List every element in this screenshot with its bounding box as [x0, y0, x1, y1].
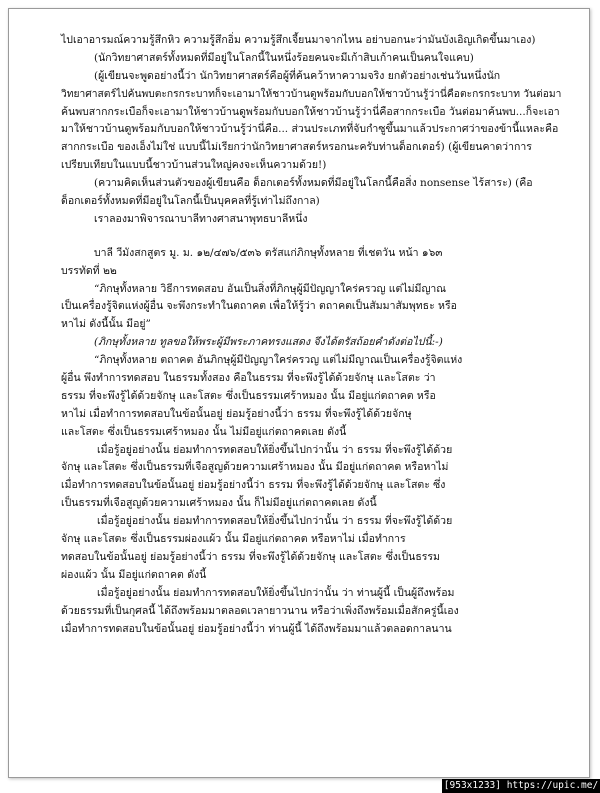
text-line: เมื่อทำการทดสอบในข้อนั้นอยู่ ย่อมรู้อย่างนี้ว่า ท่านผู้นี้ ได้ถึงพร้อมมาแล้วตลอดกาลนาน: [61, 622, 452, 635]
text-line: จักษุ และโสตะ ซึ่งเป็นธรรมที่เจือสูญด้วยความเศร้าหมอง นั้น มีอยู่แก่ตถาคต หรือหาไม่: [61, 461, 449, 474]
reference-line: บาลี วีมังสกสูตร มู. ม. ๑๒/๔๗๖/๕๓๖ ตรัสแก่ภิกษุทั้งหลาย ที่เชตวัน หน้า ๑๖๓: [94, 246, 443, 259]
text-line: (ผู้เขียนจะพูดอย่างนี้ว่า นักวิทยาศาสตร์คือผู้ที่ค้นคว้าหาความจริง ยกตัวอย่างเช่นวันหนึ่งนัก: [94, 69, 501, 82]
text-line: หาไม่ เมื่อทำการทดสอบในข้อนั้นอยู่ ย่อมรู้อย่างนี้ว่า ธรรม ที่จะพึงรู้ได้ด้วยจักษุ: [61, 407, 412, 420]
reference-line: บรรทัดที่ ๒๒: [61, 264, 117, 277]
text-line: ด็อกเตอร์ทั้งหมดที่มีอยู่ในโลกนี้เป็นบุคคลที่รู้เท่าไม่ถึงกาล): [61, 195, 320, 208]
text-line: สากกระเบือ ของเอ็งไม่ใช่ แบบนี้ไม่เรียกว่านักวิทยาศาสตร์หรอกนะครับท่านด็อกเตอร์) (ผู้เขียนคาดว่าการ: [61, 141, 532, 154]
text-line: ผู้อื่น พึงทำการทดสอบ ในธรรมทั้งสอง คือในธรรม ที่จะพึงรู้ได้ด้วยจักษุ และโสตะ ว่า: [61, 372, 436, 385]
document-page: [8, 8, 590, 778]
text-line: (ความคิดเห็นส่วนตัวของผู้เขียนคือ ด็อกเตอร์ทั้งหมดที่มีอยู่ในโลกนี้คือสิ่ง nonsense ไร้สาระ) (คือ: [94, 177, 533, 190]
text-line: ด้วยธรรมที่เป็นกุศลนี้ ได้ถึงพร้อมมาตลอดเวลายาวนาน หรือว่าเพิ่งถึงพร้อมเมื่อสักครู่นี้เอง: [61, 604, 459, 617]
text-line: ค้นพบสากกระเบือก็จะเอามาให้ชาวบ้านดูพร้อมกับบอกให้ชาวบ้านรู้ว่านี่คือสากกระเบือ วันต่อมาค้นพบ...ก็จะเอา: [61, 105, 560, 118]
text-line: ทดสอบในข้อนั้นอยู่ ย่อมรู้อย่างนี้ว่า ธรรม ที่จะพึงรู้ได้ด้วยจักษุ และโสตะ ซึ่งเป็นธรรม: [61, 550, 440, 563]
text-line: วิทยาศาสตร์ไปค้นพบตะกรกระบาทก็จะเอามาให้ชาวบ้านดูพร้อมกับบอกให้ชาวบ้านรู้ว่านี่คือตะกรกระบาท วันต่อมา: [61, 87, 562, 100]
text-line: “ภิกษุทั้งหลาย ตถาคต อันภิกษุผู้มีปัญญาใคร่ครวญ แต่ไม่มีญาณเป็นเครื่องรู้จิตแห่ง: [94, 354, 463, 367]
text-line: ผ่องแผ้ว นั้น มีอยู่แก่ตถาคต ดังนี้: [61, 568, 207, 581]
text-line: และโสตะ ซึ่งเป็นธรรมเศร้าหมอง นั้น ไม่มีอยู่แก่ตถาคตเลย ดังนี้: [61, 425, 347, 438]
text-line: หาไม่ ดังนี้นั้น มีอยู่”: [61, 318, 151, 331]
text-line: เป็นเครื่องรู้จิตแห่งผู้อื่น จะพึงกระทำในตถาคต เพื่อให้รู้ว่า ตถาคตเป็นสัมมาสัมพุทธะ หรือ: [61, 300, 457, 313]
text-line: ไปเอาอารมณ์ความรู้สึกหิว ความรู้สึกอิ่ม ความรู้สึกเจี้ยนมาจากไหน อย่าบอกนะว่ามันบังเอิญเกิดขึ้นมาเอง): [61, 34, 536, 46]
text-line: เมื่อรู้อยู่อย่างนั้น ย่อมทำการทดสอบให้ยิ่งขึ้นไปกว่านั้น ว่า ธรรม ที่จะพึงรู้ได้ด้วย: [97, 515, 453, 528]
page-content: [61, 32, 571, 638]
text-line: เมื่อรู้อยู่อย่างนั้น ย่อมทำการทดสอบให้ยิ่งขึ้นไปกว่านั้น ว่า ธรรม ที่จะพึงรู้ได้ด้วย: [97, 443, 453, 456]
text-line: “ภิกษุทั้งหลาย วิธีการทดสอบ อันเป็นสิ่งที่ภิกษุผู้มีปัญญาใคร่ครวญ แต่ไม่มีญาณ: [94, 282, 447, 295]
text-line: เมื่อทำการทดสอบในข้อนั้นอยู่ ย่อมรู้อย่างนี้ว่า ธรรม ที่จะพึงรู้ได้ด้วยจักษุ และโสตะ ซึ่ง: [61, 479, 446, 492]
text-line: เปรียบเทียบในแบบนี้ชาวบ้านส่วนใหญ่คงจะเห็นความด้วย!): [61, 159, 327, 172]
text-line: เราลองมาพิจารณาบาลีทางศาสนาพุทธบาลีหนึ่ง: [94, 212, 308, 225]
text-line: เมื่อรู้อยู่อย่างนั้น ย่อมทำการทดสอบให้ยิ่งขึ้นไปกว่านั้น ว่า ท่านผู้นี้ เป็นผู้ถึงพร้อม: [97, 586, 455, 599]
text-line: (ภิกษุทั้งหลาย ทูลขอให้พระผู้มีพระภาคทรงแสดง จึงได้ตรัสถ้อยคำดังต่อไปนี้:-): [94, 336, 443, 349]
paragraph-gap: [61, 229, 571, 245]
text-line: เป็นธรรมที่เจือสูญด้วยความเศร้าหมอง นั้น ก็ไม่มีอยู่แก่ตถาคตเลย ดังนี้: [61, 497, 377, 510]
text-line: ธรรม ที่จะพึงรู้ได้ด้วยจักษุ และโสตะ ซึ่งเป็นธรรมเศร้าหมอง นั้น มีอยู่แก่ตถาคต หรือ: [61, 389, 436, 402]
text-line: (นักวิทยาศาสตร์ทั้งหมดที่มีอยู่ในโลกนี้ในหนึ่งร้อยคนจะมีเก้าสิบเก้าคนเป็นคนใจแคบ): [94, 51, 474, 64]
text-line: จักษุ และโสตะ ซึ่งเป็นธรรมผ่องแผ้ว นั้น มีอยู่แก่ตถาคต หรือหาไม่ เมื่อทำการ: [61, 533, 406, 546]
text-line: มาให้ชาวบ้านดูพร้อมกับบอกให้ชาวบ้านรู้ว่านี่คือ... ส่วนประเภทที่จับกำซูขึ้นมาแล้วประกาศว่าของข้านี้แหละคือ: [61, 123, 559, 136]
image-host-watermark: [953x1233] https://upic.me/: [443, 780, 599, 791]
